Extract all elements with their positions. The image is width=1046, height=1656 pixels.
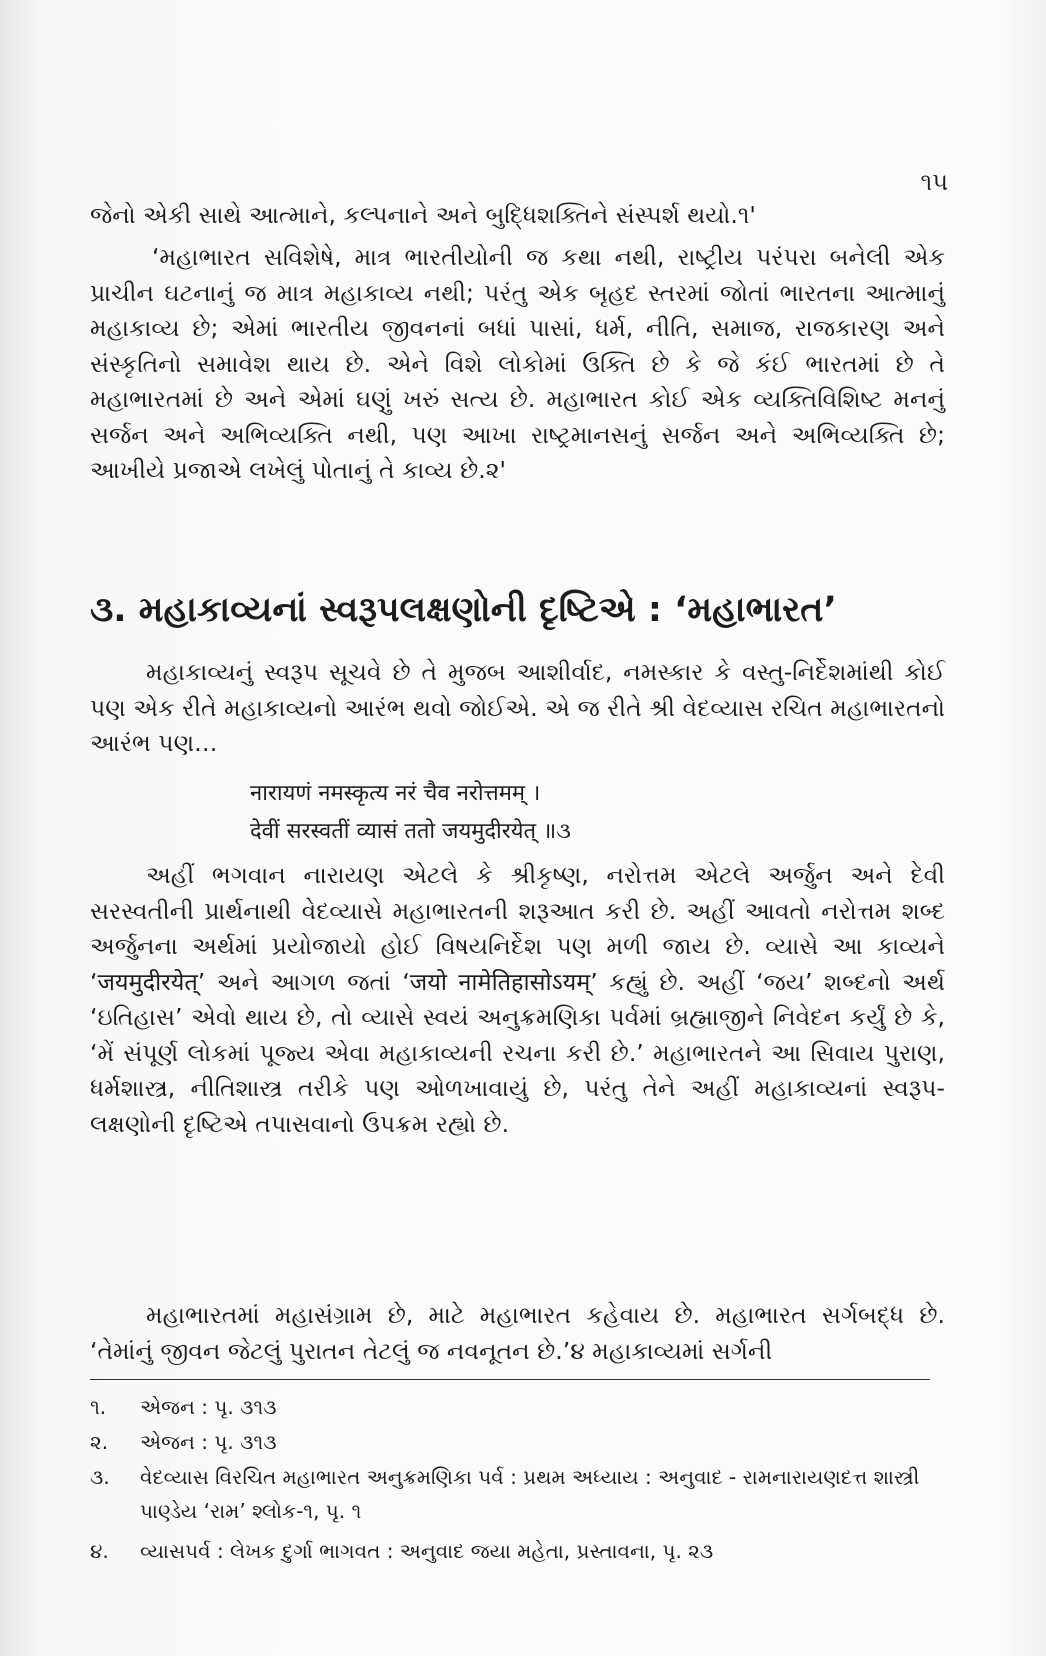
footnote-text: વેદવ્યાસ વિરચિત મહાભારત અનુક્રમણિકા પર્વ : પ્રથમ અધ્યાય : અનુવાદ - રામનારાયણદત્ત શાસ્ત્રી પાણ્ડેય ‘રામ’ શ્લોક-૧, પૃ. ૧: [140, 1465, 920, 1523]
paragraph-mahabharat-soul: ‘મહાભારત સવિશેષે, માત્ર ભારતીયોની જ કથા નથી, રાષ્ટ્રીય પરંપરા બનેલી એક પ્રાચીન ઘટનાનું જ માત્ર મહાકાવ્ય નથી; પરંતુ એક બૃહદ સ્તરમાં જોતાં ભારતના આત્માનું મહાકાવ્ય છે; એમાં ભારતીય જીવનનાં બધાં પાસાં, ધર્મ, નીતિ, સમાજ, રાજકારણ અને સંસ્કૃતિનો સમાવેશ થાય છે. એને વિશે લોકોમાં ઉક્તિ છે કે જે કંઈ ભારતમાં છે તે મહાભારતમાં છે અને એમાં ઘણું ખરું સત્ય છે. મહાભારત કોઈ એક વ્યક્તિવિશિષ્ટ મનનું સર્જન અને અભિવ્યક્તિ નથી, પણ આખા રાષ્ટ્રમાનસનું સર્જન અને અભિવ્યક્તિ છે; આખીયે પ્રજાએ લખેલું પોતાનું તે કાવ્ય છે.૨': [90, 243, 945, 484]
footnote-number: ૩.: [90, 1465, 110, 1489]
footnote-number: ૪.: [90, 1539, 109, 1563]
footnote-2: [90, 1425, 950, 1459]
sanskrit-verse-line-2: देवीं सरस्वतीं व्यासं ततो जयमुदीरयेत् ॥૩: [250, 819, 571, 844]
section-heading: ૩. મહાકાવ્યનાં સ્વરૂપલક્ષણોની દૃષ્ટિએ : ‘મહાભારત’: [90, 590, 837, 630]
footnote-number: ૧.: [90, 1395, 107, 1419]
footnote-text: એજન : પૃ. ૩૧૩: [140, 1395, 277, 1419]
footnote-text: એજન : પૃ. ૩૧૩: [140, 1430, 277, 1454]
footnote-text: વ્યાસપર્વ : લેખક દુર્ગા ભાગવત : અનુવાદ જયા મહેતા, પ્રસ્તાવના, પૃ. ૨૩: [140, 1539, 714, 1563]
footnote-1: [90, 1390, 950, 1424]
page-number: ૧૫: [920, 168, 948, 196]
footnote-3: [90, 1460, 950, 1528]
footnote-4: [90, 1534, 950, 1568]
paragraph-quote-end: જેનો એકી સાથે આત્માને, કલ્પનાને અને બુદ્ધિશક્તિને સંસ્પર્શ થયો.૧': [90, 201, 756, 229]
sanskrit-verse-line-1: नारायणं नमस्कृत्य नरं चैव नरोत्तमम् ।: [250, 781, 541, 806]
footnote-divider: [90, 1379, 930, 1380]
footnote-number: ૨.: [90, 1430, 109, 1454]
paragraph-mahasangram: મહાભારતમાં મહાસંગ્રામ છે, માટે મહાભારત કહેવાય છે. મહાભારત સર્ગબદ્ધ છે. ‘તેમાંનું જીવન જેટલું પુરાતન તેટલું જ નવનૂતન છે.’૪ મહાકાવ્યમાં સર્ગની: [90, 1301, 945, 1365]
paragraph-narayana-prayer: અહીં ભગવાન નારાયણ એટલે કે શ્રીકૃષ્ણ, નરોત્તમ એટલે અર્જુન અને દેવી સરસ્વતીની પ્રાર્થનાથી વેદવ્યાસે મહાભારતની શરૂઆત કરી છે. અહીં આવતો નરોત્તમ શબ્દ અર્જુનના અર્થમાં પ્રયોજાયો હોઈ વિષયનિર્દેશ પણ મળી જાય છે. વ્યાસે આ કાવ્યને ‘जयमुदीरयेत्’ અને આગળ જતાં ‘जयो नामेतिहासोऽयम्’ કહ્યું છે. અહીં ‘જય’ શબ્દનો અર્થ ‘ઇતિહાસ’ એવો થાય છે, તો વ્યાસે સ્વયં અનુક્રમણિકા પર્વમાં બ્રહ્માજીને નિવેદન કર્યું છે કે, ‘મેં સંપૂર્ણ લોકમાં પૂજ્ય એવા મહાકાવ્યની રચના કરી છે.’ મહાભારતને આ સિવાય પુરાણ, ધર્મશાસ્ત્ર, નીતિશાસ્ત્ર તરીકે પણ ઓળખાવાયું છે, પરંતુ તેને અહીં મહાકાવ્યનાં સ્વરૂપ-લક્ષણોની દૃષ્ટિએ તપાસવાનો ઉપક્રમ રહ્યો છે.: [90, 861, 945, 1138]
paragraph-epic-opening: મહાકાવ્યનું સ્વરૂપ સૂચવે છે તે મુજબ આશીર્વાદ, નમસ્કાર કે વસ્તુ-નિર્દેશમાંથી કોઈ પણ એક રીતે મહાકાવ્યનો આરંભ થવો જોઈએ. એ જ રીતે શ્રી વેદવ્યાસ રચિત મહાભારતનો આરંભ પણ…: [90, 658, 945, 757]
